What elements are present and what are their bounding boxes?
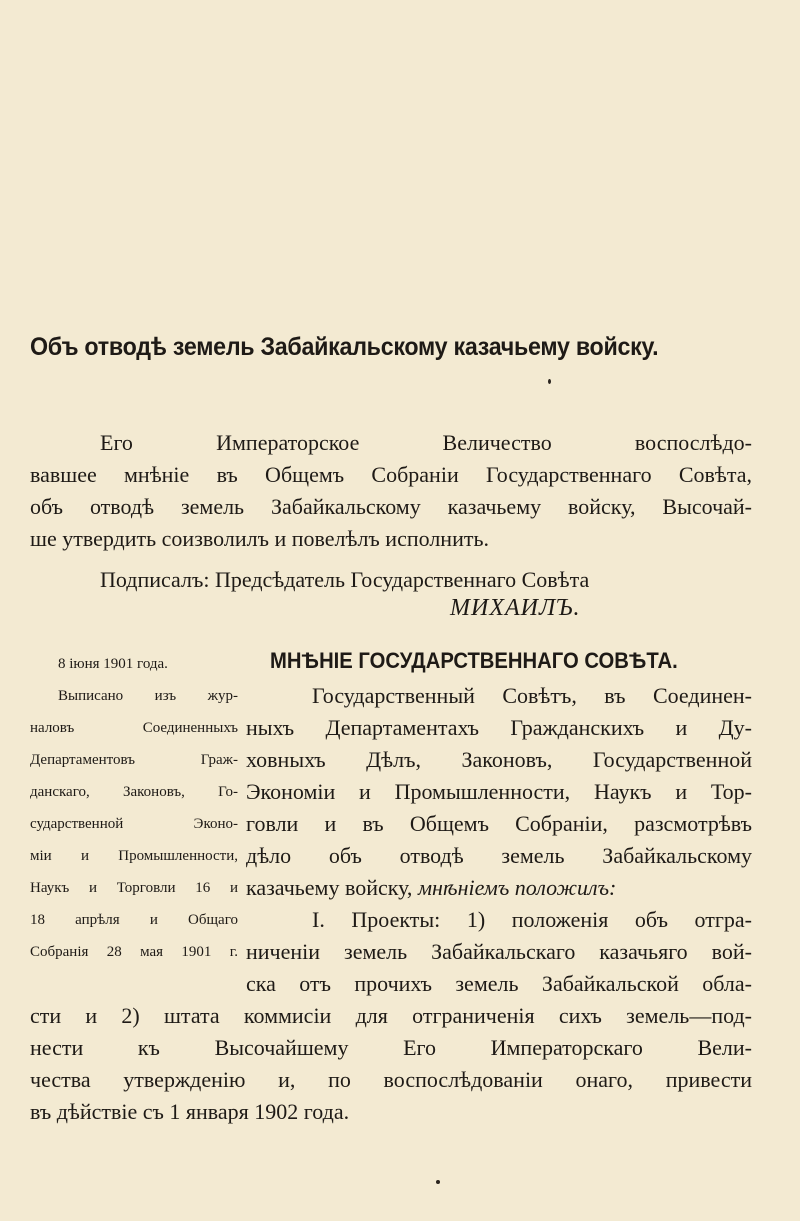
opinion-paragraph bbox=[246, 680, 752, 1000]
page-title: Объ отводѣ земель Забайкальскому казачьему войску. bbox=[30, 333, 659, 361]
opinion-line bbox=[246, 872, 752, 904]
opinion-full-line: въ дѣйствіе съ 1 января 1902 года. bbox=[30, 1099, 350, 1124]
opinion-line: Государственный Совѣтъ, въ Соединен- bbox=[312, 683, 752, 708]
opinion-line: ховныхъ Дѣлъ, Законовъ, Государственной bbox=[246, 747, 752, 772]
decree-line: Его Императорское Величество воспослѣдо- bbox=[100, 430, 752, 455]
opinion-resolution-italic: мнѣніемъ положилъ: bbox=[417, 875, 617, 900]
signed-text: Подписалъ: Предсѣдатель Государственнаго Совѣта bbox=[100, 567, 590, 592]
margin-note-line: Наукъ и Торговли 16 и bbox=[30, 880, 238, 896]
margin-note-line: 18 апрѣля и Общаго bbox=[30, 912, 238, 928]
ink-speck bbox=[436, 1180, 440, 1184]
decree-paragraph bbox=[30, 427, 752, 555]
opinion-line: ныхъ Департаментахъ Гражданскихъ и Ду- bbox=[246, 715, 752, 740]
signature-name: МИХАИЛЪ. bbox=[450, 595, 581, 621]
margin-note-line: 8 іюня 1901 года. bbox=[58, 656, 168, 672]
decree-line: вавшее мнѣніе въ Общемъ Собраніи Государственнаго Совѣта, bbox=[30, 462, 752, 487]
margin-note bbox=[30, 648, 238, 968]
opinion-full-line: чества утвержденію и, по воспослѣдованіи онаго, привести bbox=[30, 1067, 752, 1092]
ink-speck bbox=[548, 379, 551, 384]
margin-note-line: Собранія 28 мая 1901 г. bbox=[30, 944, 238, 960]
decree-line: ше утвердить соизволилъ и повелѣлъ исполнить. bbox=[30, 526, 489, 551]
opinion-line: говли и въ Общемъ Собраніи, разсмотрѣвъ bbox=[246, 811, 752, 836]
opinion-item-line: ниченіи земель Забайкальскаго казачьяго вой- bbox=[246, 939, 752, 964]
margin-note-line: міи и Промышленности, bbox=[30, 848, 238, 864]
opinion-resolution-prefix: казачьему войску, bbox=[246, 875, 418, 900]
opinion-continuation bbox=[30, 1000, 752, 1128]
margin-note-line: Департаментовъ Граж- bbox=[30, 752, 238, 768]
margin-note-line: сударственной Эконо- bbox=[30, 816, 238, 832]
signed-line bbox=[100, 564, 700, 596]
opinion-full-line: нести къ Высочайшему Его Императорскаго Вели- bbox=[30, 1035, 752, 1060]
opinion-line: дѣло объ отводѣ земель Забайкальскому bbox=[246, 843, 752, 868]
opinion-heading: МНѢНІЕ ГОСУДАРСТВЕННАГО СОВѢТА. bbox=[270, 648, 678, 673]
opinion-line: Экономіи и Промышленности, Наукъ и Тор- bbox=[246, 779, 752, 804]
decree-line: объ отводѣ земель Забайкальскому казачьему войску, Высочай- bbox=[30, 494, 752, 519]
margin-note-line: Выписано изъ жур- bbox=[58, 688, 238, 704]
margin-note-line: наловъ Соединенныхъ bbox=[30, 720, 238, 736]
opinion-item-line: I. Проекты: 1) положенія объ отгра- bbox=[312, 907, 752, 932]
opinion-full-line: сти и 2) штата коммисіи для отграниченія сихъ земель—под- bbox=[30, 1003, 752, 1028]
margin-note-line: данскаго, Законовъ, Го- bbox=[30, 784, 238, 800]
opinion-item-line: ска отъ прочихъ земель Забайкальской обла- bbox=[246, 971, 752, 996]
